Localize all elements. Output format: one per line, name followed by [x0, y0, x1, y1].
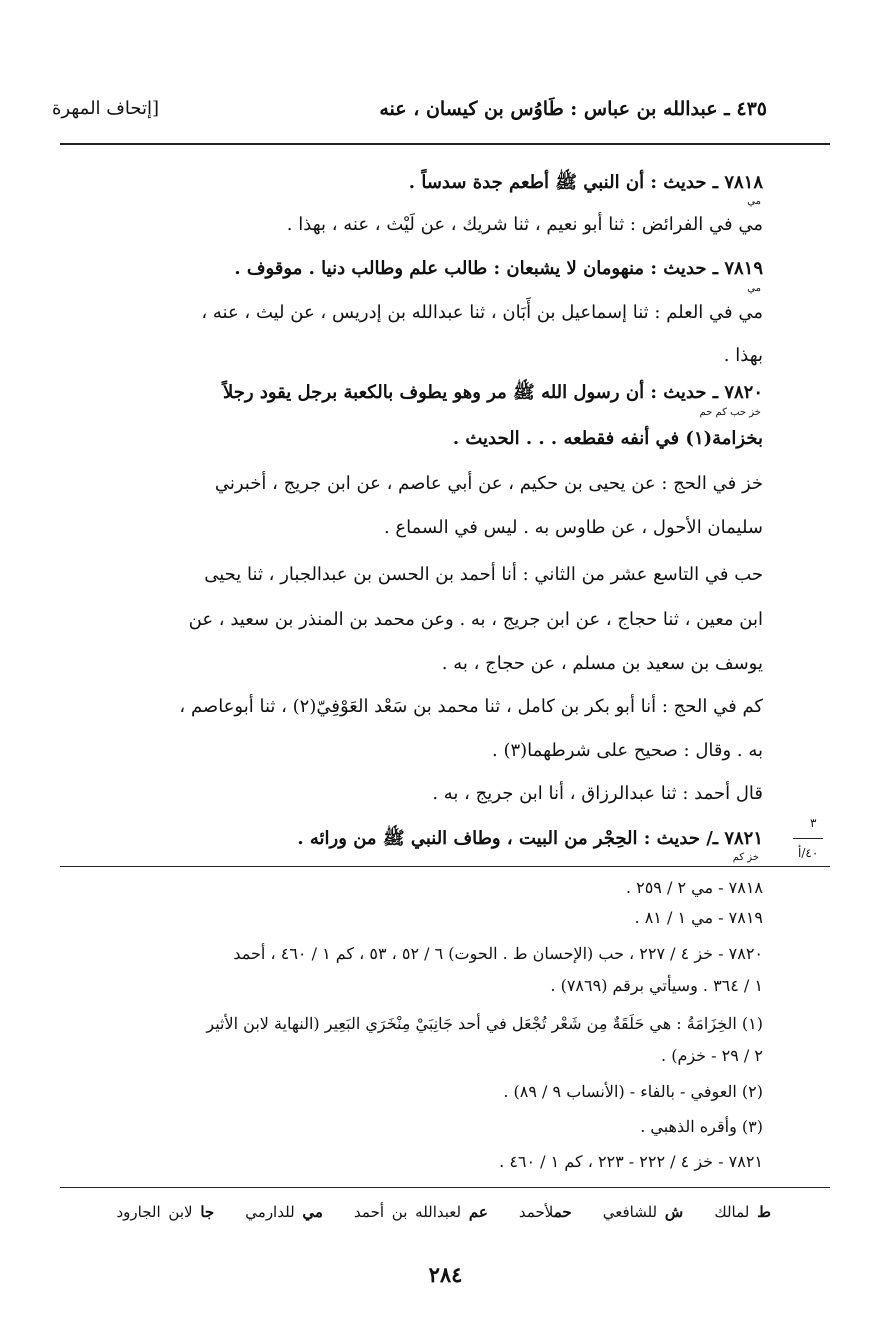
hadith-7820-heading-1: ٧٨٢٠ ـ حديث : أن رسول الله ﷺ مر وهو يطوف بالكعبة برجل يقود رجلاً: [223, 382, 763, 403]
header-book-title: [إتحاف المهرة: [52, 98, 160, 119]
hadith-7820-khz-1: خز في الحج : عن يحيى بن حكيم ، عن أبي عاصم ، عن ابن جريج ، أخبرني: [214, 473, 763, 494]
hadith-7820-km-2: به . وقال : صحيح على شرطهما(٣) .: [492, 740, 763, 761]
abbr-abdullah: عم لعبدالله بن أحمد: [354, 1203, 488, 1221]
abbr-ahmad: حملأحمد: [518, 1203, 572, 1221]
footnote-1-line-2: ٢ / ٢٩ - خزم) .: [661, 1046, 763, 1065]
folio-page-number: ٢٨٤: [428, 1262, 463, 1287]
hadith-7819-isnad-1: مي في العلم : ثنا إسماعيل بن أَبَان ، ثنا عبدالله بن إدريس ، عن ليث ، عنه ،: [201, 302, 763, 323]
abbreviations-key: [51, 1203, 771, 1221]
hadith-7820-sources: خز حب كم حم: [699, 407, 761, 418]
hadith-7821-heading: ٧٨٢١ ـ/ حديث : الحِجْر من البيت ، وطاف النبي ﷺ من ورائه .: [297, 828, 763, 849]
footnote-7819: ٧٨١٩ - مي ١ / ٨١ .: [634, 908, 763, 927]
footnote-rule: [60, 866, 830, 867]
footnote-7820-2: ١ / ٣٦٤ . وسيأتي برقم (٧٨٦٩) .: [550, 976, 763, 995]
margin-note-bottom: ٤٠/أ: [798, 846, 819, 860]
hadith-7820-khz-2: سليمان الأحول ، عن طاوس به . ليس في السماع .: [383, 517, 763, 538]
hadith-7820-km-1: كم في الحج : أنا أبو بكر بن كامل ، ثنا محمد بن سَعْد العَوْفِيّ(٢) ، ثنا أبوعاصم ،: [179, 696, 763, 717]
hadith-7821-sources: خز كم: [732, 852, 759, 863]
hadith-7818-isnad: مي في الفرائض : ثنا أبو نعيم ، ثنا شريك ، عن لَيْث ، عنه ، بهذا .: [286, 214, 763, 235]
header-title: ـ عبدالله بن عباس : طَاوُس بن كيسان ، عنه: [379, 98, 730, 120]
abbr-darimi: مي للدارمي: [245, 1203, 323, 1221]
footnote-2: (٢) العوفي - بالفاء - (الأنساب ٩ / ٨٩) .: [503, 1082, 763, 1101]
margin-note-top: ٣: [810, 816, 817, 830]
hadith-7820-hb-3: يوسف بن سعيد بن مسلم ، عن حجاج ، به .: [441, 653, 763, 674]
hadith-7820-hb-2: ابن معين ، ثنا حجاج ، عن ابن جريج ، به . وعن محمد بن المنذر بن سعيد ، عن: [188, 609, 763, 630]
hadith-7818-heading: ٧٨١٨ ـ حديث : أن النبي ﷺ أطعم جدة سدساً .: [408, 172, 763, 193]
hadith-7820-heading-2: بخزامة(١) في أنفه فقطعه . . . الحديث .: [452, 428, 763, 449]
abbr-shafii: ش للشافعي: [602, 1203, 684, 1221]
hadith-7818-sources: مي: [747, 196, 761, 207]
footnote-7818: ٧٨١٨ - مي ٢ / ٢٥٩ .: [625, 878, 763, 897]
abbr-jarud: جا لابن الجارود: [116, 1203, 215, 1221]
header-rule: [60, 143, 830, 145]
hadith-7820-hb-1: حب في التاسع عشر من الثاني : أنا أحمد بن الحسن بن عبدالجبار ، ثنا يحيى: [204, 564, 763, 585]
abbreviations-rule: [60, 1187, 830, 1188]
footnote-1-line-1: (١) الخِزَامَةُ : هي حَلَقَةٌ مِن شَعْر تُجْعَل في أحد جَانِبَيْ مِنْخَرَي البَعِير (النهاية لابن الأثير: [206, 1014, 763, 1033]
footnote-3: (٣) وأقره الذهبي .: [640, 1117, 763, 1136]
margin-note-rule: [793, 838, 823, 839]
hadith-7819-isnad-2: بهذا .: [723, 345, 763, 366]
header-page-number: ٤٣٥: [736, 98, 767, 120]
footnote-7820-1: ٧٨٢٠ - خز ٤ / ٢٢٧ ، حب (الإحسان ط . الحوت) ٦ / ٥٢ ، ٥٣ ، كم ١ / ٤٦٠ ، أحمد: [233, 944, 763, 963]
hadith-7819-heading: ٧٨١٩ ـ حديث : منهومان لا يشبعان : طالب علم وطالب دنيا . موقوف .: [234, 258, 763, 279]
running-header-title: [379, 98, 767, 120]
hadith-7819-sources: مي: [747, 283, 761, 294]
footnote-7821: ٧٨٢١ - خز ٤ / ٢٢٢ - ٢٢٣ ، كم ١ / ٤٦٠ .: [499, 1152, 763, 1171]
hadith-7820-ahmad: قال أحمد : ثنا عبدالرزاق ، أنا ابن جريج ، به .: [432, 783, 763, 804]
abbr-malik: ط لمالك: [714, 1203, 771, 1221]
